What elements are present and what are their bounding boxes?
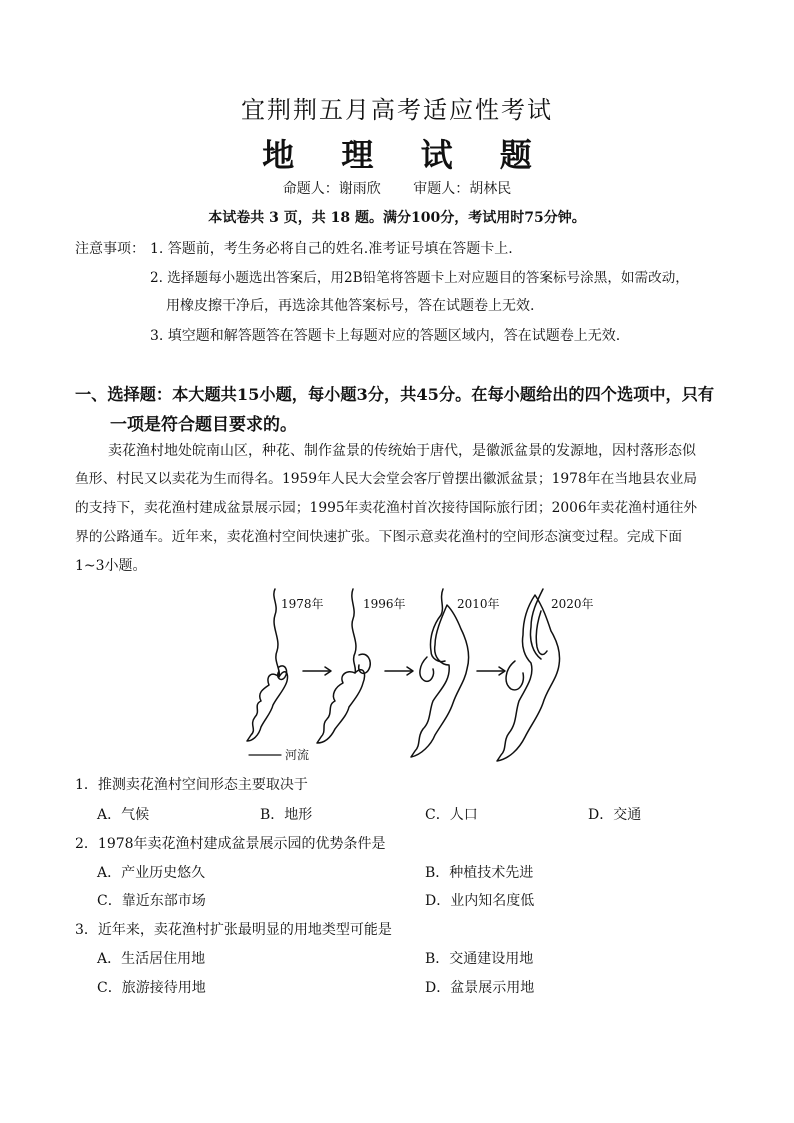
question-1-option-d: D．交通 [588,807,642,823]
exam-info: 本试卷共 3 页，共 18 题。满分100分，考试用时75分钟。 [208,210,586,226]
river-2010 [430,589,445,662]
question-2-option-a: A．产业历史悠久 [97,865,206,881]
passage-line-2: 鱼形、村民又以卖花为生而得名。1959年人民大会堂会客厅曾摆出徽派盆景；1978年在当地县农业局 [75,471,698,487]
setter-name: 命题人：谢雨欣 [282,181,381,197]
notice-item-1: 1. 答题前，考生务必将自己的姓名.准考证号填在答题卡上. [150,241,513,257]
exam-title: 宜荆荆五月高考适应性考试 [241,96,553,124]
question-2-stem: 2．1978年卖花渔村建成盆景展示园的优势条件是 [75,836,386,852]
question-1-option-a: A．气候 [97,807,150,823]
question-1-option-b: B．地形 [260,807,313,823]
year-label-2020: 2020年 [551,597,594,611]
passage-line-4: 界的公路通车。近年来，卖花渔村空间快速扩张。下图示意卖花渔村的空间形态演变过程。完成下面 [75,529,683,545]
passage-line-5: 1~3小题。 [75,558,147,574]
passage-line-1: 卖花渔村地处皖南山区，种花、制作盆景的传统始于唐代，是徽派盆景的发源地，因村落形态似 [108,443,696,459]
question-3-option-c: C．旅游接待用地 [97,980,206,996]
question-3-option-a: A．生活居住用地 [97,951,206,967]
question-1-stem: 1．推测卖花渔村空间形态主要取决于 [75,777,308,793]
passage-line-3: 的支持下，卖花渔村建成盆景展示园；1995年卖花渔村首次接待国际旅行团；2006年卖花渔村通往外 [75,500,698,516]
village-outline-1978 [247,672,288,741]
notice-label: 注意事项： [75,241,145,257]
village-outline-2010 [411,605,469,757]
village-lobe-2010 [420,657,434,681]
river-1978 [274,589,279,677]
reviewer-name: 审题人：胡林民 [413,181,512,197]
notice-item-2-cont: 用橡皮擦干净后，再选涂其他答案标号，答在试题卷上无效. [166,298,535,314]
year-label-1978: 1978年 [281,597,324,611]
year-label-2010: 2010年 [457,597,500,611]
authors-line [0,178,794,198]
question-1-option-c: C．人口 [425,807,478,823]
question-3-option-b: B．交通建设用地 [425,951,534,967]
river-1996 [352,589,356,673]
year-label-1996: 1996年 [363,597,406,611]
notice-item-2: 2. 选择题每小题选出答案后，用2B铅笔将答题卡上对应题目的答案标号涂黑，如需改动， [150,270,689,286]
village-outline-1996 [317,670,365,743]
notice-item-3: 3. 填空题和解答题答在答题卡上每题对应的答题区域内，答在试题卷上无效. [150,328,621,344]
section-title: 一、选择题：本大题共15小题，每小题3分，共45分。在每小题给出的四个选项中，只有 [75,385,715,404]
question-3-option-d: D．盆景展示用地 [425,980,535,996]
section-title-cont: 一项是符合题目要求的。 [110,415,297,435]
question-2-option-b: B．种植技术先进 [425,865,534,881]
village-lobe-2020 [506,661,523,690]
question-2-option-c: C．靠近东部市场 [97,893,206,909]
question-2-option-d: D．业内知名度低 [425,893,535,909]
village-evolution-figure [235,585,615,765]
question-3-stem: 3．近年来，卖花渔村扩张最明显的用地类型可能是 [75,922,392,938]
subject-title: 地 理 试 题 [262,136,550,174]
legend-river-label: 河流 [285,748,310,762]
